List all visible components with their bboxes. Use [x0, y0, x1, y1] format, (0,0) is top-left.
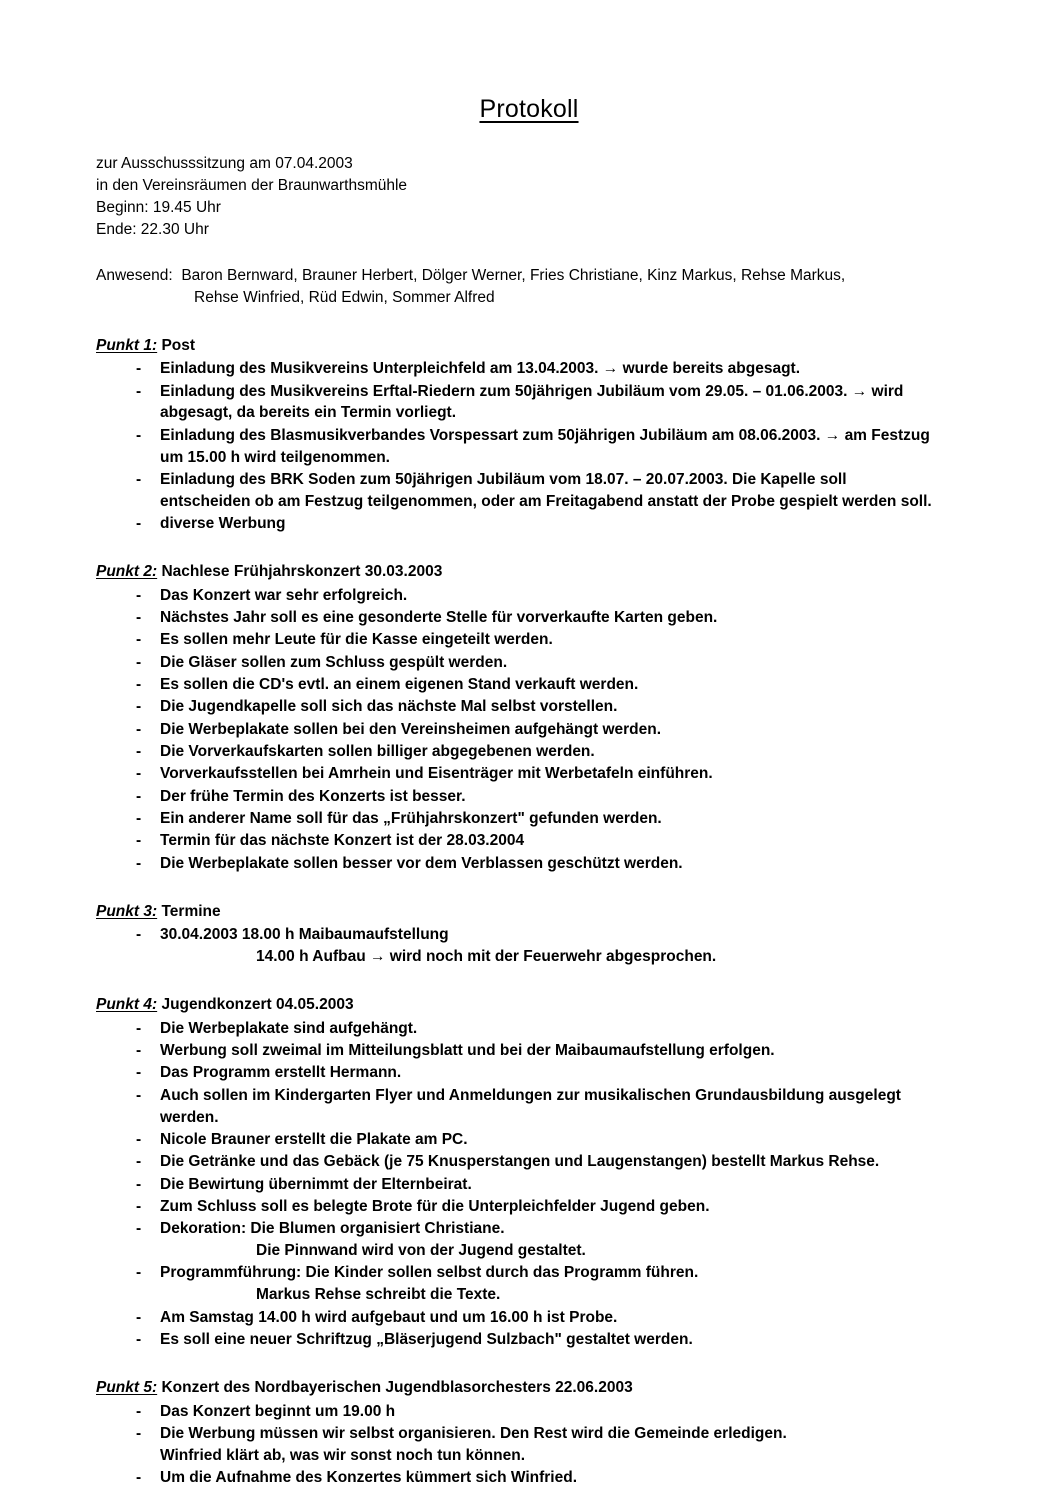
list-item-text: diverse Werbung — [160, 515, 286, 533]
list-item-text: Die Bewirtung übernimmt der Elternbeirat. — [160, 1175, 472, 1193]
list-item-continuation: abgesagt, da bereits ein Termin vorliegt. — [160, 404, 457, 422]
list-item — [96, 1196, 962, 1218]
list-item-text: Einladung des Musikvereins Erftal-Riedern zum 50jährigen Jubiläum vom 29.05. – 01.06.2003. → wird — [160, 382, 904, 400]
meta-line-start: Beginn: 19.45 Uhr — [96, 198, 221, 216]
list-item — [96, 1262, 962, 1306]
list-item-text: Einladung des BRK Soden zum 50jährigen Jubiläum vom 18.07. – 20.07.2003. Die Kapelle soll — [160, 470, 847, 488]
attendees-names-1: Baron Bernward, Brauner Herbert, Dölger Werner, Fries Christiane, Kinz Markus, Rehse Markus, — [181, 266, 846, 284]
bullet-dash-icon: - — [136, 832, 142, 850]
section-heading — [96, 994, 962, 1016]
section-5 — [96, 1377, 962, 1489]
list-item-text: Die Werbeplakate sollen bei den Vereinsheimen aufgehängt werden. — [160, 720, 662, 738]
bullet-dash-icon: - — [136, 1330, 142, 1348]
attendees-block — [96, 265, 962, 309]
list-item — [96, 1151, 962, 1173]
bullet-dash-icon: - — [136, 1175, 142, 1193]
list-item-text: Die Jugendkapelle soll sich das nächste Mal selbst vorstellen. — [160, 698, 618, 716]
list-item — [96, 830, 962, 852]
list-item-text: Um die Aufnahme des Konzertes kümmert sich Winfried. — [160, 1469, 578, 1487]
bullet-dash-icon: - — [136, 1042, 142, 1059]
list-item — [96, 1467, 962, 1489]
list-item — [96, 469, 962, 513]
list-item — [96, 425, 962, 469]
list-item-text: Nächstes Jahr soll es eine gesonderte Stelle für vorverkaufte Karten geben. — [160, 608, 718, 626]
meta-line-date: zur Ausschusssitzung am 07.04.2003 — [96, 154, 353, 172]
section-punkt-label: Punkt 2: — [96, 562, 158, 580]
list-item-continuation: um 15.00 h wird teilgenommen. — [160, 448, 390, 466]
list-item-subline: 14.00 h Aufbau → wird noch mit der Feuerwehr abgesprochen. — [256, 948, 717, 966]
list-item — [96, 607, 962, 629]
meta-line-location: in den Vereinsräumen der Braunwarthsmühle — [96, 176, 408, 194]
bullet-dash-icon: - — [136, 1019, 142, 1037]
bullet-dash-icon: - — [136, 676, 142, 693]
list-item-text: Nicole Brauner erstellt die Plakate am PC. — [160, 1130, 468, 1148]
bullet-dash-icon: - — [136, 608, 142, 626]
list-item — [96, 696, 962, 718]
section-item-list — [96, 1018, 962, 1351]
bullet-dash-icon: - — [136, 810, 142, 828]
section-title: Post — [161, 336, 196, 354]
list-item — [96, 513, 962, 535]
bullet-dash-icon: - — [136, 854, 142, 872]
section-punkt-label: Punkt 3: — [96, 902, 158, 920]
section-4 — [96, 994, 962, 1351]
bullet-dash-icon: - — [136, 382, 142, 400]
bullet-dash-icon: - — [136, 926, 142, 944]
list-item-text: Einladung des Musikvereins Unterpleichfeld am 13.04.2003. → wurde bereits abgesagt. — [160, 360, 801, 378]
section-2 — [96, 561, 962, 875]
section-heading — [96, 901, 962, 923]
bullet-dash-icon: - — [136, 586, 142, 604]
list-item — [96, 786, 962, 808]
list-item-text: Das Konzert war sehr erfolgreich. — [160, 586, 408, 604]
list-item-text: Dekoration: Die Blumen organisiert Christiane. — [160, 1220, 505, 1238]
list-item — [96, 1040, 962, 1062]
list-item-text: Die Werbeplakate sollen besser vor dem Verblassen geschützt werden. — [160, 854, 683, 872]
section-1 — [96, 335, 962, 535]
attendees-line-2: Rehse Winfried, Rüd Edwin, Sommer Alfred — [194, 288, 495, 306]
section-punkt-label: Punkt 4: — [96, 995, 158, 1013]
document-body — [96, 96, 962, 1489]
list-item — [96, 1218, 962, 1262]
bullet-dash-icon: - — [136, 787, 142, 805]
meta-line-end: Ende: 22.30 Uhr — [96, 220, 209, 238]
list-item-text: Vorverkaufsstellen bei Amrhein und Eisenträger mit Werbetafeln einführen. — [160, 765, 713, 783]
bullet-dash-icon: - — [136, 698, 142, 716]
bullet-dash-icon: - — [136, 1308, 142, 1326]
list-item — [96, 1174, 962, 1196]
list-item-continuation: entscheiden ob am Festzug teilgenommen, oder am Freitagabend anstatt der Probe gespielt werden soll. — [160, 492, 932, 510]
bullet-dash-icon: - — [136, 360, 142, 378]
bullet-dash-icon: - — [136, 1153, 142, 1171]
list-item-text: Die Gläser sollen zum Schluss gespült werden. — [160, 653, 508, 671]
list-item-continuation: Winfried klärt ab, was wir sonst noch tun können. — [160, 1446, 526, 1464]
list-item — [96, 853, 962, 875]
list-item — [96, 1329, 962, 1351]
section-title: Termine — [161, 902, 221, 920]
list-item-text: Das Programm erstellt Hermann. — [160, 1064, 402, 1082]
list-item — [96, 1307, 962, 1329]
list-item-text: Auch sollen im Kindergarten Flyer und Anmeldungen zur musikalischen Grundausbildung ausgelegt werden. — [160, 1086, 901, 1126]
section-heading — [96, 335, 962, 357]
list-item — [96, 381, 962, 425]
list-item — [96, 1401, 962, 1423]
sections-root — [96, 335, 962, 1489]
section-title: Jugendkonzert 04.05.2003 — [161, 995, 354, 1013]
list-item — [96, 924, 962, 968]
list-item — [96, 763, 962, 785]
section-title: Konzert des Nordbayerischen Jugendblasorchesters 22.06.2003 — [161, 1378, 633, 1396]
list-item-text: Einladung des Blasmusikverbandes Vorspessart zum 50jährigen Jubiläum am 08.06.2003. → am Festzug — [160, 426, 930, 444]
list-item — [96, 1062, 962, 1084]
list-item-text: Ein anderer Name soll für das „Frühjahrskonzert" gefunden werden. — [160, 810, 662, 828]
list-item-subline: Markus Rehse schreibt die Texte. — [256, 1286, 501, 1304]
section-3 — [96, 901, 962, 968]
bullet-dash-icon: - — [136, 631, 142, 649]
list-item-text: Die Getränke und das Gebäck (je 75 Knusperstangen und Laugenstangen) bestellt Markus Rehse. — [160, 1153, 880, 1171]
list-item — [96, 1129, 962, 1151]
list-item-text: 30.04.2003 18.00 h Maibaumaufstellung — [160, 926, 449, 944]
bullet-dash-icon: - — [136, 1197, 142, 1215]
bullet-dash-icon: - — [136, 1064, 142, 1082]
bullet-dash-icon: - — [136, 1086, 142, 1104]
section-title: Nachlese Frühjahrskonzert 30.03.2003 — [161, 562, 443, 580]
bullet-dash-icon: - — [136, 1469, 142, 1487]
section-punkt-label: Punkt 5: — [96, 1378, 158, 1396]
bullet-dash-icon: - — [136, 720, 142, 738]
bullet-dash-icon: - — [136, 426, 142, 444]
section-item-list — [96, 585, 962, 875]
list-item — [96, 674, 962, 696]
list-item-text: Werbung soll zweimal im Mitteilungsblatt und bei der Maibaumaufstellung erfolgen. — [160, 1042, 775, 1059]
list-item-text: Es soll eine neuer Schriftzug „Bläserjugend Sulzbach" gestaltet werden. — [160, 1330, 693, 1348]
bullet-dash-icon: - — [136, 1424, 142, 1442]
list-item — [96, 629, 962, 651]
page-title — [96, 96, 962, 124]
list-item — [96, 1085, 962, 1129]
list-item-text: Der frühe Termin des Konzerts ist besser. — [160, 787, 466, 805]
bullet-dash-icon: - — [136, 743, 142, 761]
list-item-subline: Die Pinnwand wird von der Jugend gestaltet. — [256, 1242, 586, 1260]
list-item-text: Zum Schluss soll es belegte Brote für die Unterpleichfelder Jugend geben. — [160, 1197, 710, 1215]
bullet-dash-icon: - — [136, 515, 142, 533]
bullet-dash-icon: - — [136, 653, 142, 671]
list-item-text: Die Werbung müssen wir selbst organisieren. Den Rest wird die Gemeinde erledigen. — [160, 1424, 787, 1442]
bullet-dash-icon: - — [136, 470, 142, 488]
bullet-dash-icon: - — [136, 1402, 142, 1420]
list-item-text: Die Vorverkaufskarten sollen billiger abgegebenen werden. — [160, 743, 595, 761]
section-item-list — [96, 358, 962, 535]
page-title-text: Protokoll — [479, 95, 579, 123]
section-heading — [96, 1377, 962, 1399]
list-item-text: Programmführung: Die Kinder sollen selbst durch das Programm führen. — [160, 1264, 699, 1282]
bullet-dash-icon: - — [136, 1264, 142, 1282]
list-item — [96, 652, 962, 674]
list-item-text: Die Werbeplakate sind aufgehängt. — [160, 1019, 418, 1037]
list-item-text: Am Samstag 14.00 h wird aufgebaut und um 16.00 h ist Probe. — [160, 1308, 618, 1326]
meeting-meta — [96, 153, 962, 241]
list-item — [96, 1018, 962, 1040]
attendees-label: Anwesend: — [96, 266, 173, 284]
list-item-text: Es sollen mehr Leute für die Kasse eingeteilt werden. — [160, 631, 553, 649]
list-item — [96, 585, 962, 607]
attendees-line-1 — [96, 265, 962, 287]
section-item-list — [96, 924, 962, 968]
bullet-dash-icon: - — [136, 1220, 142, 1238]
section-punkt-label: Punkt 1: — [96, 336, 158, 354]
list-item — [96, 719, 962, 741]
bullet-dash-icon: - — [136, 765, 142, 783]
list-item-text: Das Konzert beginnt um 19.00 h — [160, 1402, 396, 1420]
section-item-list — [96, 1401, 962, 1489]
list-item — [96, 741, 962, 763]
list-item — [96, 808, 962, 830]
list-item — [96, 358, 962, 380]
list-item — [96, 1423, 962, 1467]
list-item-text: Termin für das nächste Konzert ist der 28.03.2004 — [160, 832, 525, 850]
bullet-dash-icon: - — [136, 1130, 142, 1148]
section-heading — [96, 561, 962, 583]
list-item-text: Es sollen die CD's evtl. an einem eigenen Stand verkauft werden. — [160, 676, 639, 693]
